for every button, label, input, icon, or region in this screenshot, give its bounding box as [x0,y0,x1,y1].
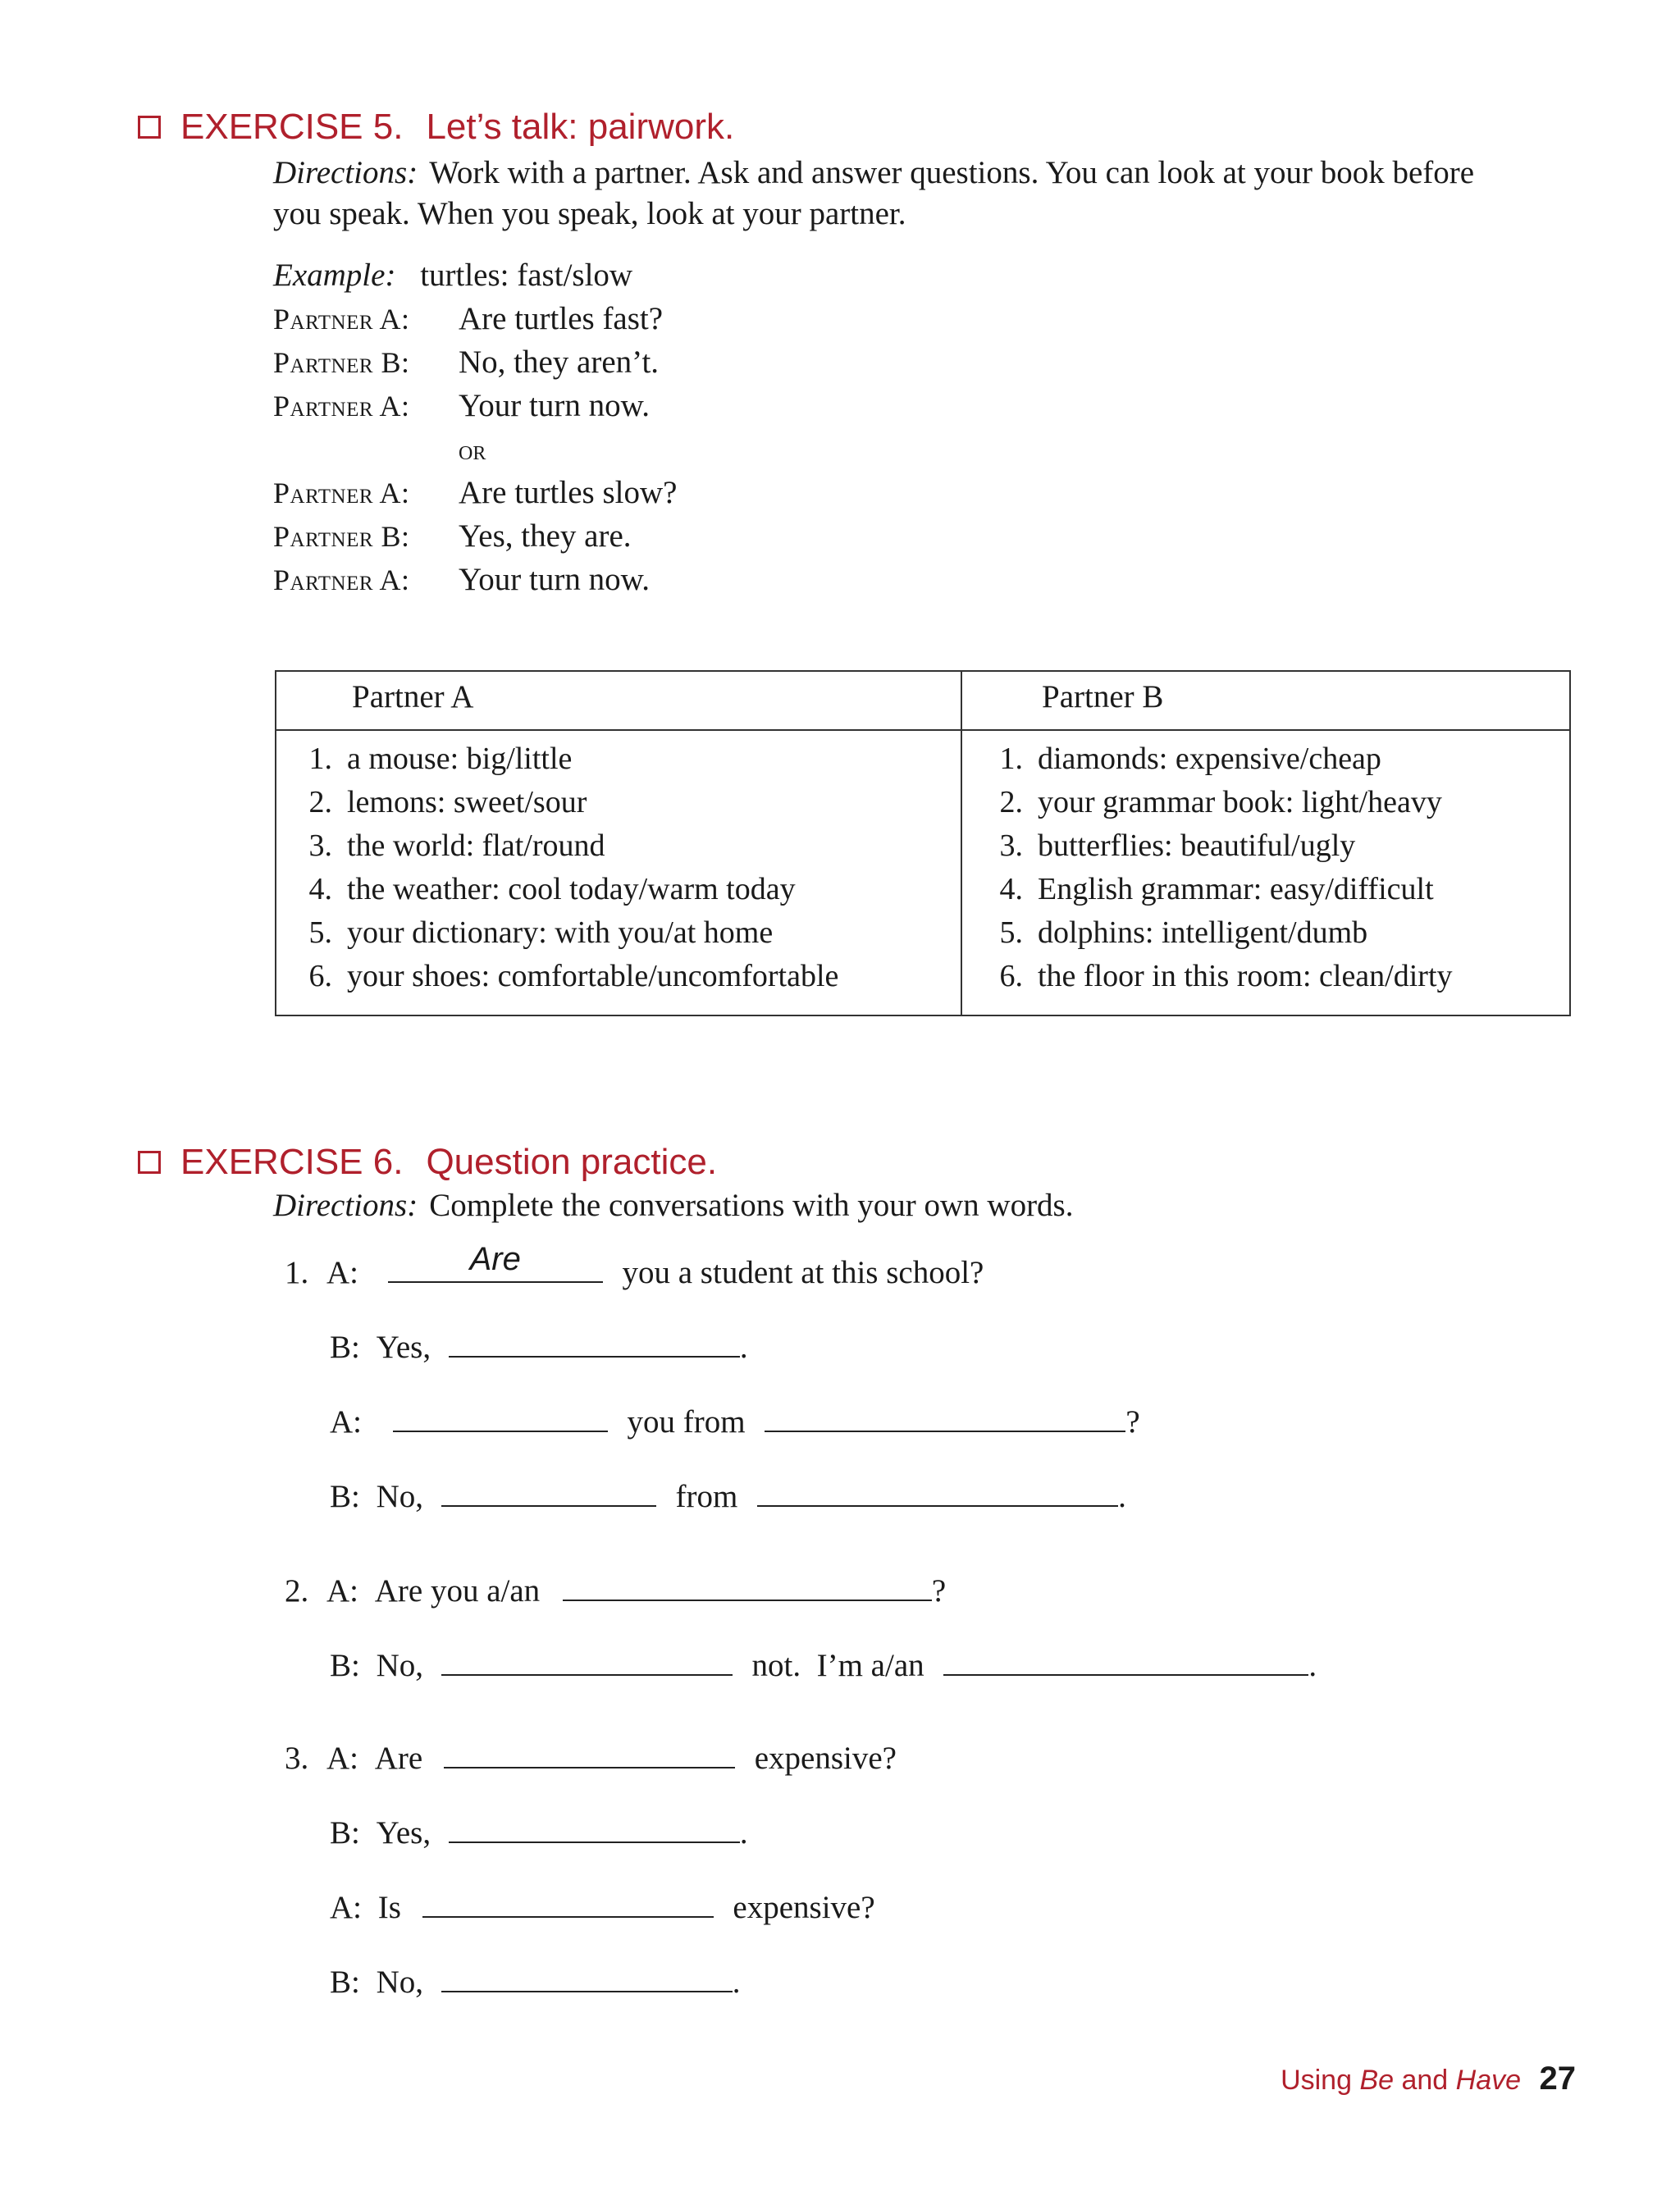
utterance: Your turn now. [459,388,650,423]
utterance: Yes, they are. [459,518,632,554]
dialog-line [273,474,677,511]
directions-text: Work with a partner. Ask and answer questions. You can look at your book before you speak. When you speak, look at your partner. [273,155,1475,231]
answer-blank[interactable] [757,1476,1118,1507]
question-1-a1: 1. A: Are you a student at this school? [285,1241,984,1290]
dialog-line [273,344,659,381]
question-1-b1: B: Yes, . [330,1326,748,1366]
list-item: 2. your grammar book: light/heavy [999,785,1442,819]
answer-blank[interactable] [563,1570,932,1601]
answer-blank[interactable] [393,1401,608,1432]
question-3-a2: A: Is expensive? [330,1887,875,1926]
speaker-label: Partner B: [273,346,410,379]
question-1-a2: A: you from ? [330,1401,1140,1440]
example-label: Example: [273,258,396,293]
directions-label: Directions: [273,155,418,190]
or-separator: or [459,436,486,466]
speaker-label: Partner A: [273,477,410,509]
checkbox-icon[interactable] [138,116,161,139]
directions-label: Directions: [273,1188,418,1223]
exercise-number: EXERCISE 6. [180,1142,404,1182]
table-divider [276,729,1569,731]
partner-table [275,670,1571,1016]
question-3-b1: B: Yes, . [330,1812,748,1851]
speaker-label: Partner B: [273,520,410,553]
exercise-6-directions [273,1185,1520,1226]
exercise-number: EXERCISE 5. [180,107,404,147]
answer-blank[interactable] [441,1961,733,1992]
question-2-b: B: No, not. I’m a/an . [330,1645,1317,1684]
directions-text: Complete the conversations with your own words. [429,1188,1074,1223]
answer-blank[interactable] [422,1887,714,1918]
example-prompt: turtles: fast/slow [420,258,633,293]
answer-blank[interactable] [444,1737,735,1768]
list-item: 3. the world: flat/round [308,828,605,863]
answer-blank[interactable] [765,1401,1125,1432]
answer-blank[interactable] [943,1645,1308,1676]
list-item: 2. lemons: sweet/sour [308,785,587,819]
dialog-line [273,518,632,554]
list-item: 6. the floor in this room: clean/dirty [999,959,1453,993]
answer-blank[interactable] [441,1476,656,1507]
partner-a-header: Partner A [352,679,474,714]
partner-b-header: Partner B [1042,679,1164,714]
list-item: 3. butterflies: beautiful/ugly [999,828,1356,863]
page-footer [1281,2060,1576,2097]
page-number: 27 [1539,2060,1576,2097]
question-1-b2: B: No, from . [330,1476,1126,1515]
list-item: 4. English grammar: easy/difficult [999,872,1434,906]
question-3-b2: B: No, . [330,1961,741,2001]
exercise-5-directions [273,153,1520,235]
speaker-label: Partner A: [273,564,410,596]
list-item: 5. your dictionary: with you/at home [308,915,774,950]
answer-blank[interactable] [449,1812,740,1843]
speaker-label: Partner A: [273,303,410,335]
exercise-5-header [138,107,734,148]
partner-a-list [290,737,838,998]
list-item: 1. diamonds: expensive/cheap [999,742,1381,776]
question-3-a1: 3. A: Are expensive? [285,1737,897,1777]
filled-answer: Are [469,1241,521,1277]
exercise-title: Question practice. [426,1142,718,1182]
table-divider [961,672,962,1015]
list-item: 1. a mouse: big/little [308,742,573,776]
exercise-6-header [138,1142,717,1183]
utterance: No, they aren’t. [459,345,660,380]
dialog-line [273,561,650,598]
example-line [273,257,632,294]
checkbox-icon[interactable] [138,1151,161,1174]
list-item: 5. dolphins: intelligent/dumb [999,915,1368,950]
answer-blank[interactable] [441,1645,733,1676]
running-footer: Using Be and Have [1281,2065,1522,2096]
dialog-line [273,300,663,337]
question-2-a: 2. A: Are you a/an ? [285,1570,946,1609]
utterance: Your turn now. [459,562,650,597]
dialog-line [273,387,650,424]
answer-blank[interactable] [449,1326,740,1358]
list-item: 4. the weather: cool today/warm today [308,872,796,906]
partner-b-list [980,737,1453,998]
utterance: Are turtles fast? [459,301,664,336]
speaker-label: Partner A: [273,390,410,422]
answer-blank[interactable] [388,1241,603,1283]
list-item: 6. your shoes: comfortable/uncomfortable [308,959,839,993]
exercise-title: Let’s talk: pairwork. [426,107,735,147]
utterance: Are turtles slow? [459,475,678,510]
